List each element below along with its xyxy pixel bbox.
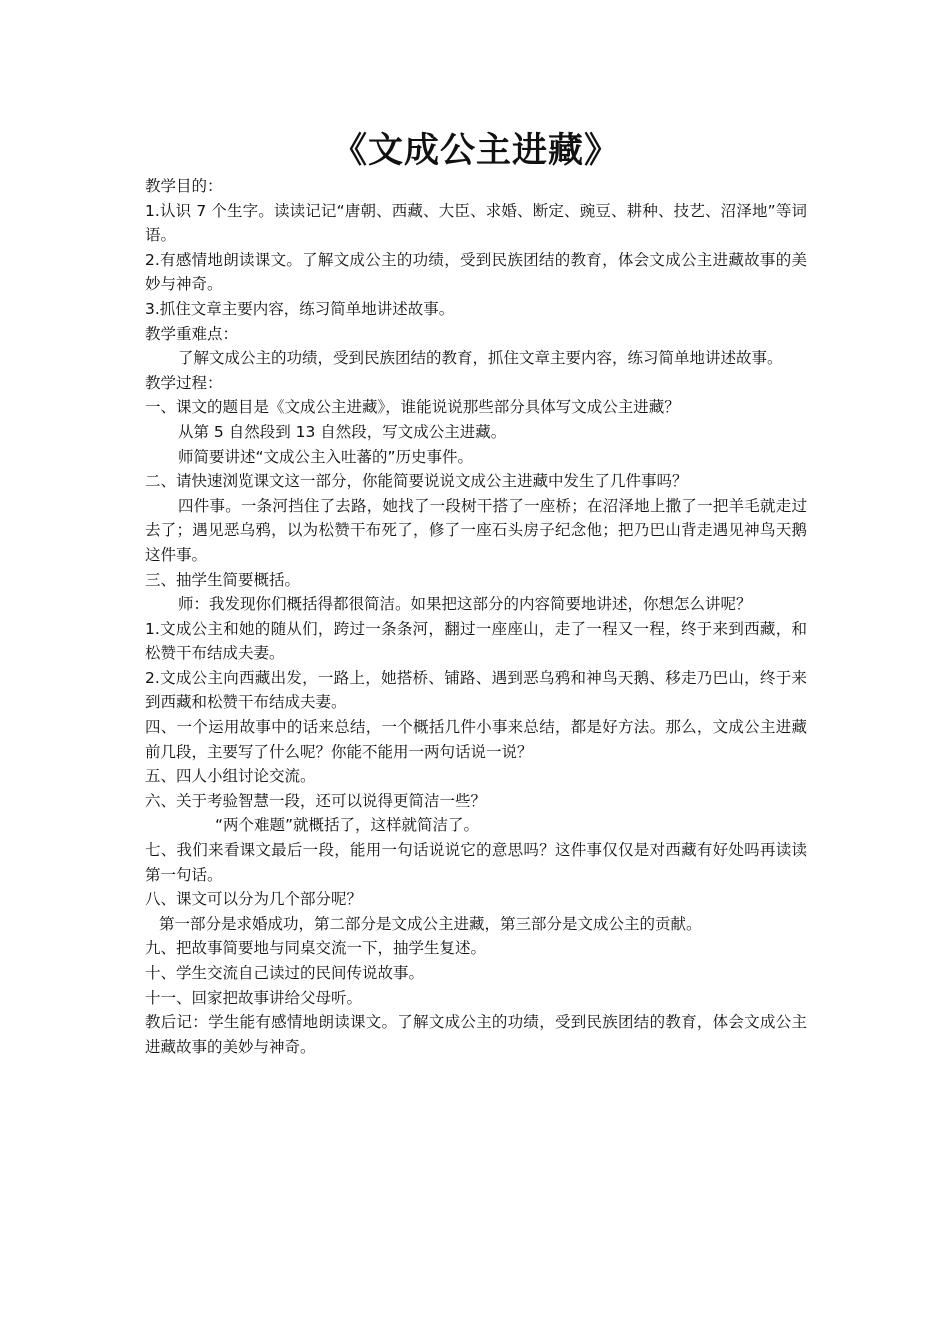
step-9: 九、把故事简要地与同桌交流一下，抽学生复述。 (145, 939, 487, 958)
step-3-answer-1: 1.文成公主和她的随从们，跨过一条条河，翻过一座座山，走了一程又一程，终于来到西藏，和松赞干布结成夫妻。 (145, 619, 807, 663)
step-10: 十、学生交流自己读过的民间传说故事。 (145, 964, 425, 982)
step-1-note: 师简要讲述“文成公主入吐蕃的”历史事件。 (178, 447, 474, 466)
process-heading: 教学过程： (145, 373, 223, 392)
step-1-answer: 从第 5 自然段到 13 自然段，写文成公主进藏。 (178, 422, 507, 441)
reflection: 教后记：学生能有感情地朗读课文。了解文成公主的功绩，受到民族团结的教育，体会文成公主进藏故事的美妙与神奇。 (145, 1013, 807, 1056)
step-1: 一、课文的题目是《文成公主进藏》，谁能说说那些部分具体写文成公主进藏？ (145, 398, 680, 417)
step-2: 二、请快速浏览课文这一部分，你能简要说说文成公主进藏中发生了几件事吗？ (145, 472, 688, 491)
step-2-answer: 四件事。一条河挡住了去路，她找了一段树干搭了一座桥；在沼泽地上撒了一把羊毛就走过去了；遇见恶乌鸦，以为松赞干布死了，修了一座石头房子纪念他；把乃巴山背走遇见神鸟天鹅这件事。 (145, 496, 807, 564)
objective-item-1: 1.认识 7 个生字。读读记记“唐朝、西藏、大臣、求婚、断定、豌豆、耕种、技艺、沼泽地”等词语。 (145, 201, 807, 245)
objective-item-2: 2.有感情地朗读课文。了解文成公主的功绩，受到民族团结的教育，体会文成公主进藏故事的美妙与神奇。 (145, 250, 807, 294)
objective-item-3: 3.抓住文章主要内容，练习简单地讲述故事。 (145, 299, 455, 318)
step-7: 七、我们来看课文最后一段，能用一句话说说它的意思吗？这件事仅仅是对西藏有好处吗再读读第一句话。 (145, 841, 807, 884)
step-3: 三、抽学生简要概括。 (145, 570, 301, 589)
key-points-heading: 教学重难点： (145, 324, 239, 343)
step-3-answer-2: 2.文成公主向西藏出发，一路上，她搭桥、铺路、遇到恶乌鸦和神鸟天鹅、移走乃巴山，终于来到西藏和松赞干布结成夫妻。 (145, 668, 807, 712)
step-6-answer: “两个难题”就概括了，这样就简洁了。 (215, 816, 480, 835)
document-title: 《文成公主进藏》 (331, 131, 620, 171)
step-8: 八、课文可以分为几个部分呢？ (145, 890, 363, 909)
objectives-heading: 教学目的： (145, 177, 223, 195)
key-points-text: 了解文成公主的功绩，受到民族团结的教育，抓住文章主要内容，练习简单地讲述故事。 (178, 349, 783, 368)
step-3-teacher: 师：我发现你们概括得都很简洁。如果把这部分的内容简要地讲述，你想怎么讲呢？ (178, 595, 752, 614)
step-6: 六、关于考验智慧一段，还可以说得更简洁一些？ (145, 791, 487, 810)
step-11: 十一、回家把故事讲给父母听。 (145, 988, 363, 1007)
document-page (145, 128, 807, 1059)
step-8-answer: 第一部分是求婚成功，第二部分是文成公主进藏，第三部分是文成公主的贡献。 (159, 914, 702, 933)
step-5: 五、四人小组讨论交流。 (145, 767, 316, 786)
step-4: 四、一个运用故事中的话来总结，一个概括几件小事来总结，都是好方法。那么，文成公主进藏前几段，主要写了什么呢？你能不能用一两句话说一说？ (145, 718, 807, 761)
